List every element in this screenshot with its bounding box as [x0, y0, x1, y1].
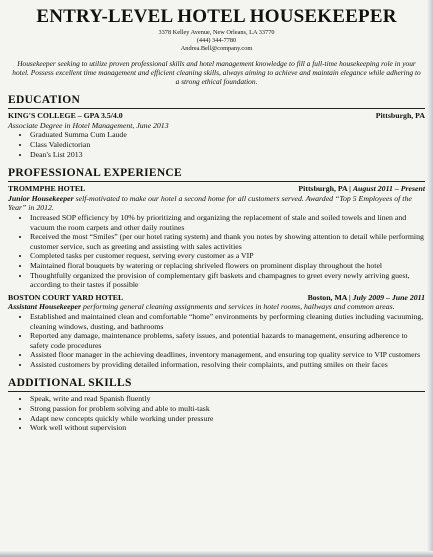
job-duty: • Assisted customers by providing detailed information, resolving their complaints, and putting smiles on their faces: [30, 360, 425, 370]
experience-divider: [8, 181, 425, 182]
job-duty: • Established and maintained clean and comfortable “home” environments by performing cleaning duties including vacuuming, cleaning windows, dusting, and bathrooms: [30, 312, 425, 331]
resume-title: ENTRY-LEVEL HOTEL HOUSEKEEPER: [36, 6, 397, 27]
education-item: • Graduated Summa Cum Laude: [30, 130, 425, 140]
job-dates: July 2009 – June 2011: [352, 292, 425, 302]
job-role: Junior Housekeeper: [8, 193, 74, 203]
skill-item: • Adapt new concepts quickly while working under pressure: [30, 414, 425, 424]
job-desc-text: performing general cleaning assignments and services in hotel rooms, hallways and common areas.: [81, 302, 395, 312]
education-school-row: [8, 111, 425, 121]
experience-heading: PROFESSIONAL EXPERIENCE: [8, 167, 183, 180]
page-edge-shadow-bottom: [0, 551, 433, 557]
job-desc-text: self-motivated to make our hotel a second home for all customers served. Awarded “Top 5 Employees of the Year” in 2012.: [8, 193, 412, 213]
job-duty: • Increased SOP efficiency by 10% by prioritizing and organizing the replacement of stale and soiled towels and linen and vacuum the room carpets and other daily routines: [30, 213, 425, 232]
job-duty: • Received the most “Smiles” (per our hotel rating system) and thank you notes by showing attention to detail while performing customer service, such as greeting and assisting with sales activities: [30, 232, 425, 251]
skills-heading: ADDITIONAL SKILLS: [8, 377, 132, 390]
job-duty: • Assisted floor manager in the achieving deadlines, inventory management, and ensuring top quality service to VIP customers: [30, 350, 425, 360]
skill-item: • Speak, write and read Spanish fluently: [30, 394, 425, 404]
job-header-row: [8, 293, 425, 303]
education-divider: [8, 108, 425, 109]
job-duties-list: [8, 312, 425, 370]
job-employer: BOSTON COURT YARD HOTEL: [8, 292, 124, 302]
job-header-row: [8, 184, 425, 194]
skill-item: • Work well without supervision: [30, 423, 425, 433]
degree-line: Associate Degree in Hotel Management, June 2013: [8, 120, 169, 130]
job-duty: • Reported any damage, maintenance problems, safety issues, and potential hazards to management, ensuring adherence to safety code procedures: [30, 331, 425, 350]
job-duty: • Thoughtfully organized the provision of complementary gift baskets and champagnes to greet every newly arriving guest, according to their tastes if possible: [30, 271, 425, 290]
job-separator: |: [347, 292, 353, 302]
job-location-dates: [298, 184, 425, 194]
contact-email: Andrea.Bell@company.com: [180, 45, 253, 53]
job-employer: TROMMPHE HOTEL: [8, 184, 86, 194]
education-item: • Dean's List 2013: [30, 150, 425, 160]
skills-divider: [8, 391, 425, 392]
contact-address: 3378 Kelley Avenue, New Orleans, LA 33770: [158, 29, 275, 36]
page-edge-shadow-right: [427, 0, 433, 557]
education-list: [8, 130, 425, 159]
summary-text: Housekeeper seeking to utilize proven professional skills and hotel management knowledge to fill a full-time housekeeping role in your hotel. Possess excellent time management and efficient cleaning skills, always aiming to achieve and maintain elegance while adhering to a strong ethical foundation.: [12, 58, 421, 87]
job-description: [8, 302, 425, 312]
job-duty: • Maintained floral bouquets by watering or replacing shriveled flowers on prominent display throughout the hotel: [30, 261, 425, 271]
job-duties-list: [8, 213, 425, 290]
skills-list: [8, 394, 425, 432]
job-location: Pittsburgh, PA: [298, 184, 348, 194]
job-location: Boston, MA: [307, 292, 348, 302]
job-dates: August 2011 – Present: [352, 184, 425, 194]
contact-phone: (444) 344-7780: [196, 37, 237, 45]
education-item: • Class Valedictorian: [30, 140, 425, 150]
school-name: KING'S COLLEGE – GPA 3.5/4.0: [8, 111, 123, 121]
job-description: [8, 194, 425, 213]
job-location-dates: [308, 293, 425, 303]
job-role: Assistant Housekeeper: [8, 302, 81, 312]
skill-item: • Strong passion for problem solving and able to multi-task: [30, 404, 425, 414]
job-separator: |: [347, 184, 353, 194]
education-heading: EDUCATION: [8, 94, 81, 107]
school-location: Pittsburgh, PA: [375, 111, 425, 121]
contact-block: [8, 29, 425, 54]
job-duty: • Completed tasks per customer request, serving every customer as a VIP: [30, 251, 425, 261]
